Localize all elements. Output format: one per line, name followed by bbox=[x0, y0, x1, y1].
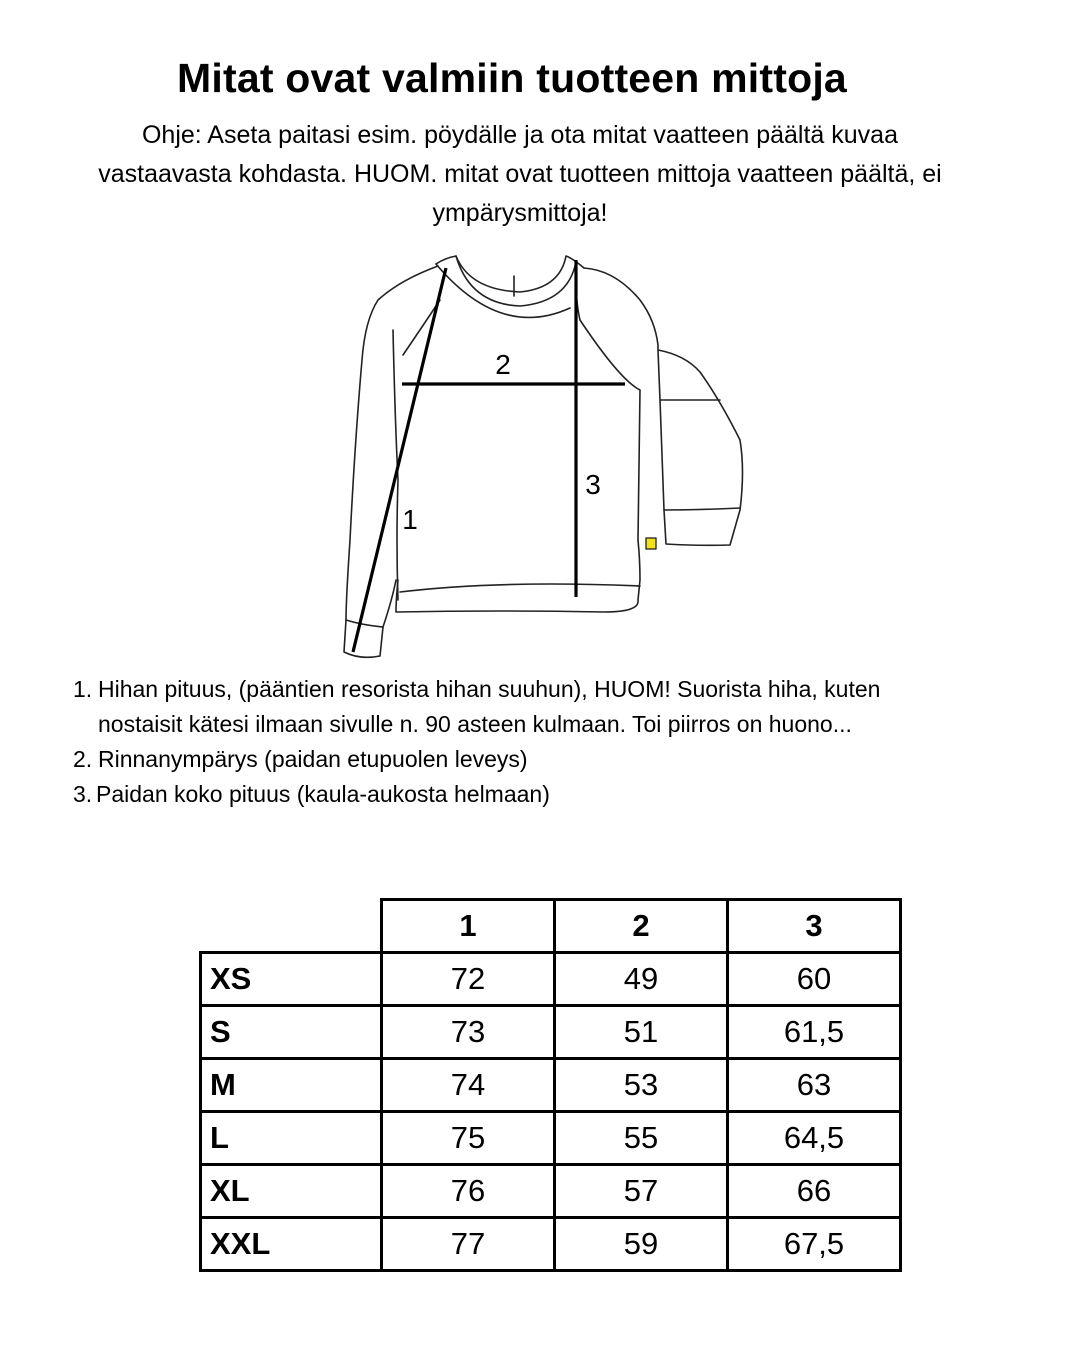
size-label: S bbox=[201, 1006, 382, 1059]
cell-value: 53 bbox=[555, 1059, 728, 1112]
measurement-notes bbox=[70, 672, 1050, 812]
size-label: M bbox=[201, 1059, 382, 1112]
sweater-measurement-diagram bbox=[320, 250, 760, 670]
instructions-line-2: vastaavasta kohdasta. HUOM. mitat ovat tuotteen mittoja vaatteen päältä, ei bbox=[98, 160, 942, 188]
label-length: 3 bbox=[585, 469, 601, 500]
cell-value: 55 bbox=[555, 1112, 728, 1165]
table-row bbox=[201, 1059, 901, 1112]
table-row bbox=[201, 1006, 901, 1059]
instructions-line-3: ympärysmittoja! bbox=[432, 199, 608, 227]
note-item-3: 3. Paidan koko pituus (kaula-aukosta helmaan) bbox=[73, 781, 550, 807]
cell-value: 72 bbox=[382, 953, 555, 1006]
size-label: XL bbox=[201, 1165, 382, 1218]
cell-value: 57 bbox=[555, 1165, 728, 1218]
size-label: XS bbox=[201, 953, 382, 1006]
table-row bbox=[201, 1165, 901, 1218]
cell-value: 73 bbox=[382, 1006, 555, 1059]
header-corner bbox=[201, 900, 382, 953]
table-row bbox=[201, 1218, 901, 1271]
size-chart bbox=[199, 898, 902, 1272]
sweater-outline bbox=[344, 256, 743, 657]
size-label: L bbox=[201, 1112, 382, 1165]
cell-value: 76 bbox=[382, 1165, 555, 1218]
cell-value: 61,5 bbox=[728, 1006, 901, 1059]
cell-value: 51 bbox=[555, 1006, 728, 1059]
table-row bbox=[201, 1112, 901, 1165]
instructions bbox=[20, 116, 1020, 233]
cell-value: 63 bbox=[728, 1059, 901, 1112]
cell-value: 64,5 bbox=[728, 1112, 901, 1165]
header-col-2: 2 bbox=[555, 900, 728, 953]
note-item-2: 2. Rinnanympärys (paidan etupuolen leveys) bbox=[73, 746, 528, 772]
instructions-line-1: Ohje: Aseta paitasi esim. pöydälle ja ota mitat vaatteen päältä kuvaa bbox=[141, 121, 898, 149]
size-label: XXL bbox=[201, 1218, 382, 1271]
label-sleeve: 1 bbox=[402, 504, 418, 535]
cell-value: 75 bbox=[382, 1112, 555, 1165]
size-table bbox=[199, 898, 902, 1272]
note-item-1: 1. Hihan pituus, (pääntien resorista hihan suuhun), HUOM! Suorista hiha, kuten nostaisit kätesi ilmaan sivulle n. 90 asteen kulmaan. Toi piirros on huono... bbox=[73, 676, 881, 737]
brand-tag-icon bbox=[646, 538, 656, 549]
table-header-row bbox=[201, 900, 901, 953]
cell-value: 77 bbox=[382, 1218, 555, 1271]
header-col-3: 3 bbox=[728, 900, 901, 953]
cell-value: 59 bbox=[555, 1218, 728, 1271]
cell-value: 74 bbox=[382, 1059, 555, 1112]
cell-value: 66 bbox=[728, 1165, 901, 1218]
table-row bbox=[201, 953, 901, 1006]
cell-value: 60 bbox=[728, 953, 901, 1006]
label-chest: 2 bbox=[495, 349, 511, 380]
cell-value: 67,5 bbox=[728, 1218, 901, 1271]
cell-value: 49 bbox=[555, 953, 728, 1006]
header-col-1: 1 bbox=[382, 900, 555, 953]
page-title: Mitat ovat valmiin tuotteen mittoja bbox=[177, 55, 847, 101]
